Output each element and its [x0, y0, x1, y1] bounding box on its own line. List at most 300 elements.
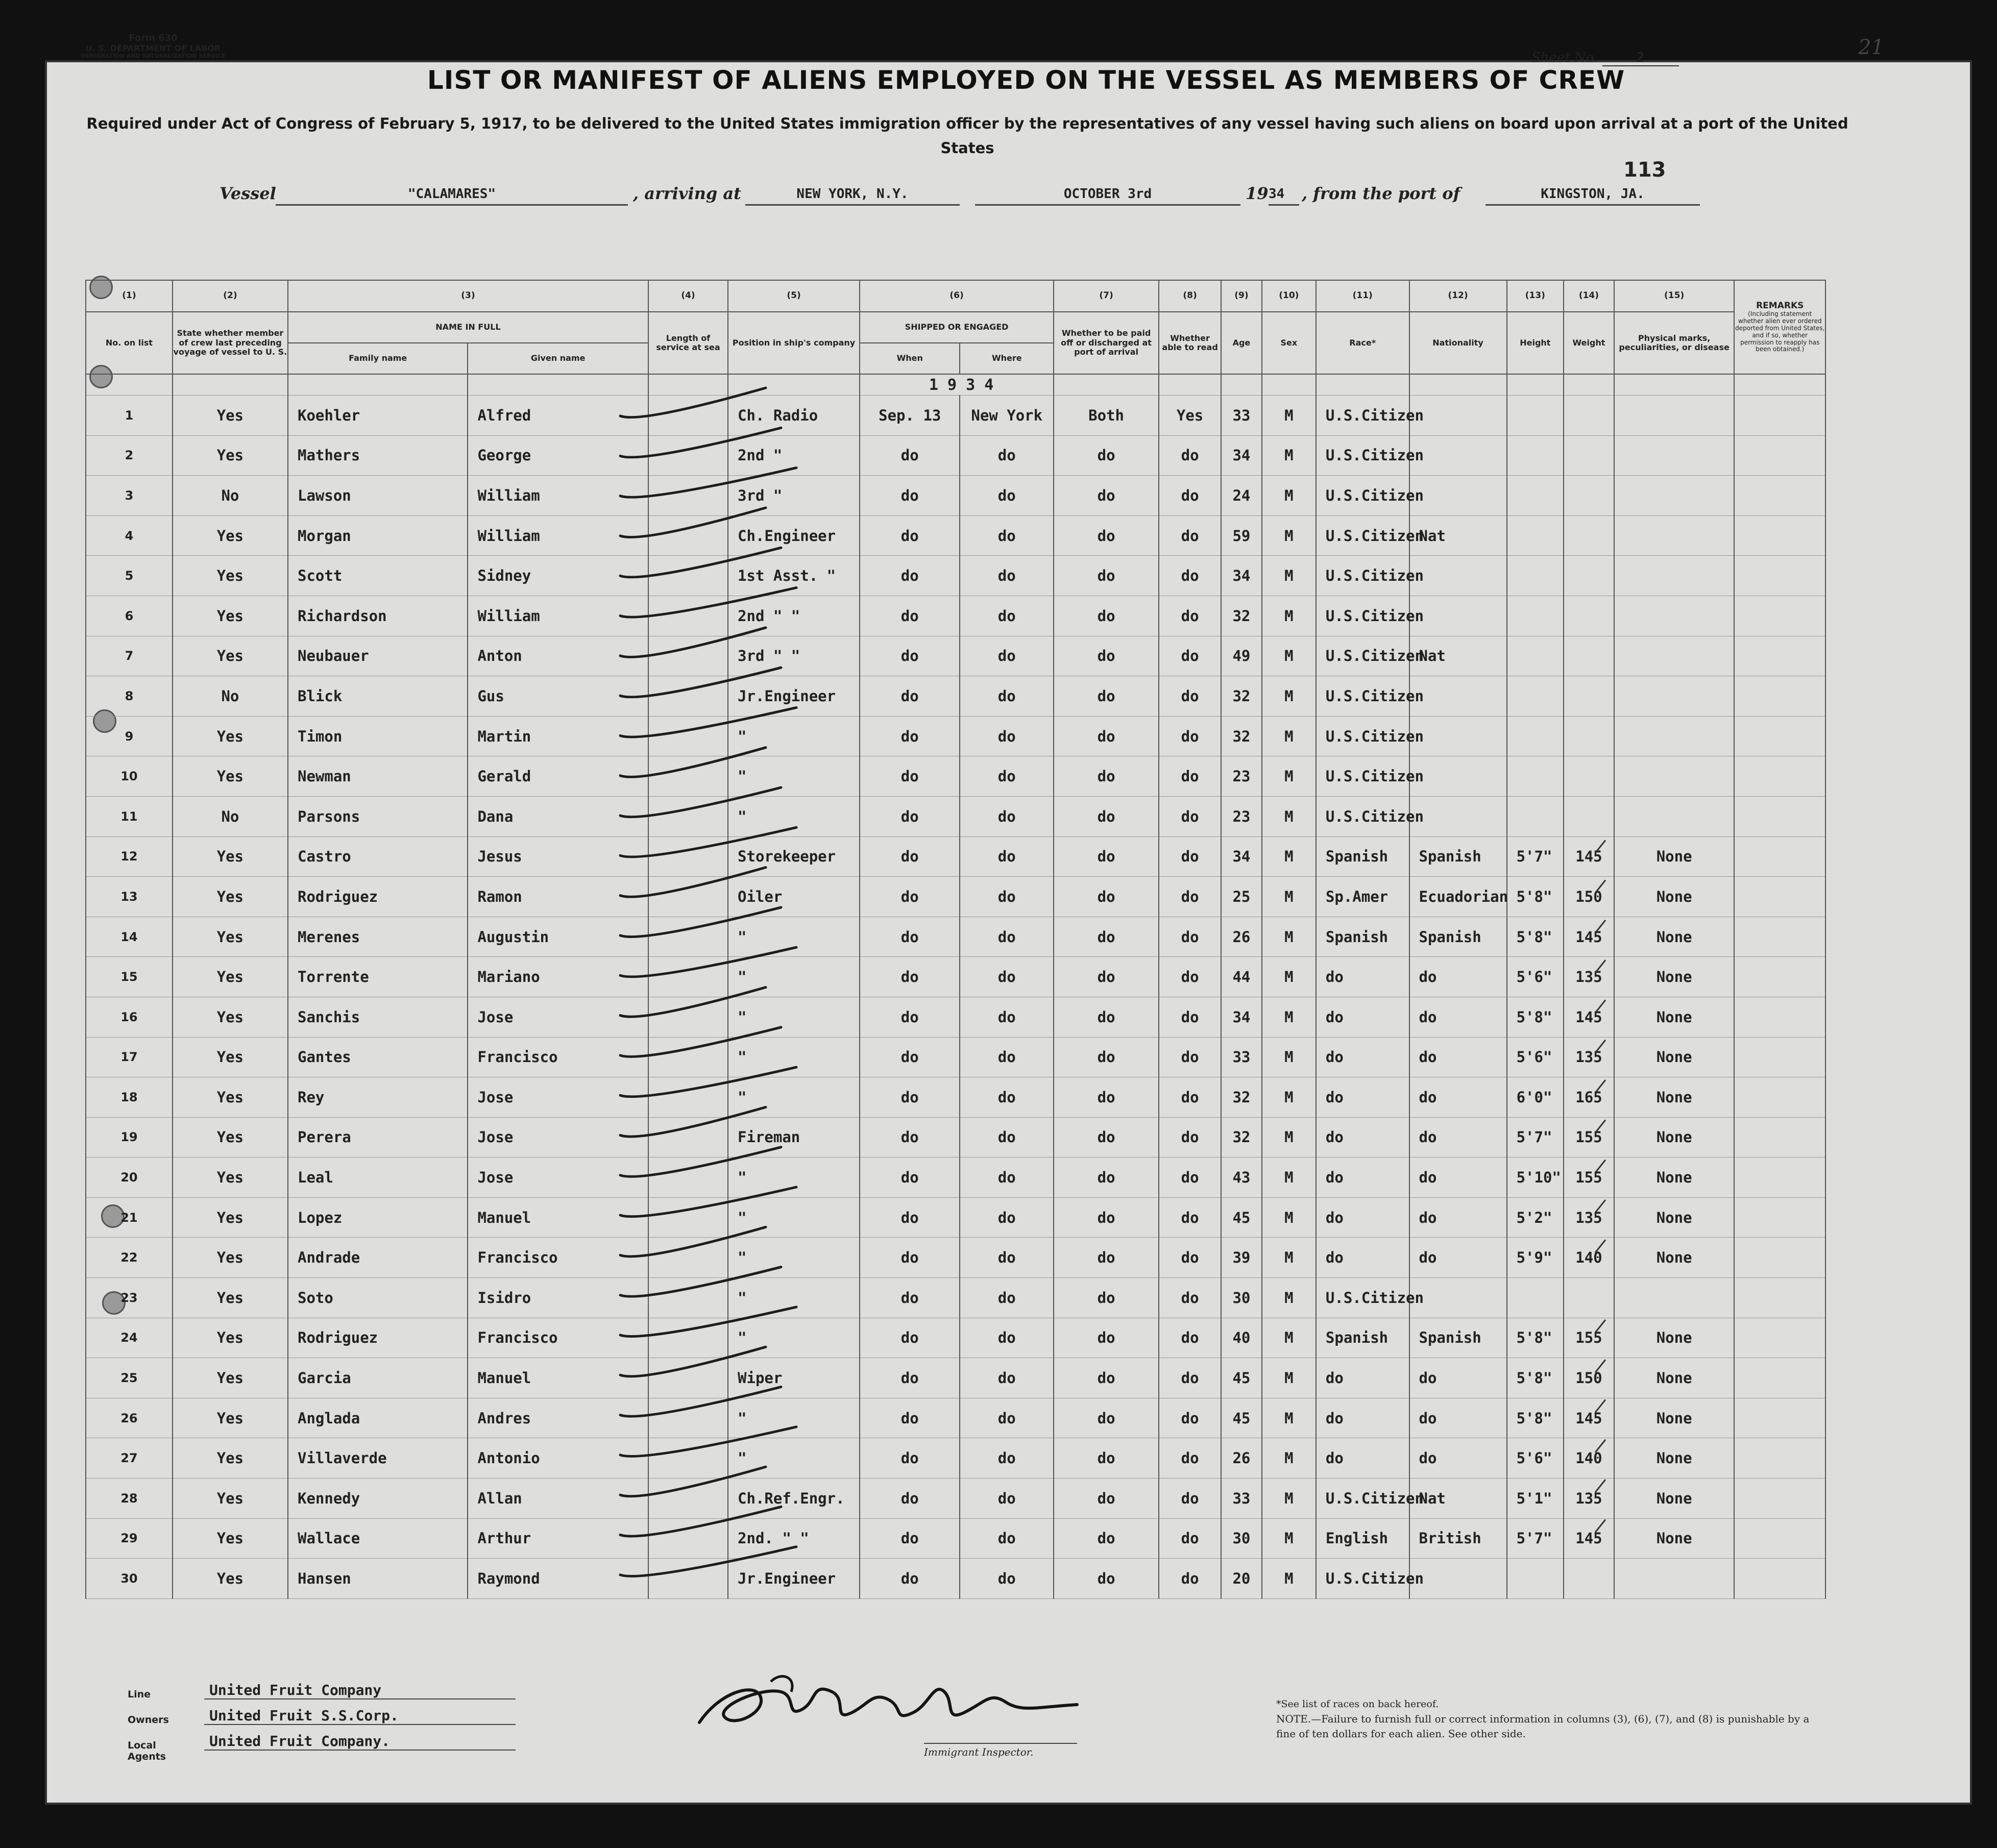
service-length-stroke	[620, 628, 766, 657]
cell-row-number: 3	[86, 476, 173, 516]
cell-sex: M	[1262, 515, 1316, 556]
service-length-stroke	[620, 1067, 796, 1097]
cell-nationality: do	[1409, 1398, 1507, 1438]
cell-race: U.S.Citizen	[1316, 1278, 1409, 1318]
cell-age: 44	[1221, 957, 1262, 997]
cell-age: 40	[1221, 1318, 1262, 1358]
cell-age: 23	[1221, 796, 1262, 836]
cell-previous-voyage: Yes	[173, 836, 288, 877]
cell-paid-off: do	[1054, 836, 1159, 877]
cell-paid-off: do	[1054, 1278, 1159, 1318]
cell-position: "	[728, 1398, 860, 1438]
cell-nationality: do	[1409, 997, 1507, 1037]
cell-family-name: Blick	[288, 676, 468, 717]
cell-family-name: Kennedy	[288, 1479, 468, 1519]
cell-sex: M	[1262, 1438, 1316, 1479]
cell-paid-off: do	[1054, 1559, 1159, 1599]
cell-position: "	[728, 1157, 860, 1198]
document-subtitle: Required under Act of Congress of February 5, 1917, to be delivered to the United States immigration officer by the representatives of any vessel having such aliens on board upon arrival at a port of the United States	[86, 115, 1848, 157]
service-length-stroke	[620, 1307, 796, 1337]
cell-family-name: Gantes	[288, 1037, 468, 1077]
page-number: 113	[1623, 158, 1666, 182]
cell-physical-marks: None	[1614, 1318, 1735, 1358]
cell-row-number: 24	[86, 1318, 173, 1358]
cell-able-to-read: do	[1159, 1197, 1221, 1238]
service-length-stroke	[620, 1267, 781, 1297]
cell-sex: M	[1262, 396, 1316, 436]
cell-age: 34	[1221, 556, 1262, 596]
cell-sex: M	[1262, 596, 1316, 636]
cell-shipped-where: do	[960, 957, 1054, 997]
cell-previous-voyage: No	[173, 676, 288, 717]
tick-mark-icon	[1595, 880, 1605, 893]
cell-physical-marks: None	[1614, 1157, 1735, 1198]
cell-previous-voyage: Yes	[173, 1077, 288, 1118]
cell-family-name: Sanchis	[288, 997, 468, 1037]
cell-shipped-where: do	[960, 1479, 1054, 1519]
cell-position: Ch.Engineer	[728, 515, 860, 556]
cell-family-name: Rodriguez	[288, 1318, 468, 1358]
cell-age: 26	[1221, 1438, 1262, 1479]
cell-sex: M	[1262, 1318, 1316, 1358]
cell-paid-off: do	[1054, 1518, 1159, 1559]
cell-age: 32	[1221, 1117, 1262, 1157]
cell-family-name: Rey	[288, 1077, 468, 1118]
cell-row-number: 2	[86, 435, 173, 476]
cell-position: Ch.Ref.Engr.	[728, 1479, 860, 1519]
cell-shipped-when: do	[860, 716, 960, 756]
cell-race: do	[1316, 1438, 1409, 1479]
cell-height: 5'6"	[1507, 1438, 1564, 1479]
cell-row-number: 29	[86, 1518, 173, 1559]
cell-sex: M	[1262, 756, 1316, 797]
cell-given-name: George	[468, 435, 648, 476]
cell-shipped-when: do	[860, 1479, 960, 1519]
cell-height: 5'6"	[1507, 1037, 1564, 1077]
cell-weight: 140	[1564, 1238, 1614, 1278]
cell-family-name: Castro	[288, 836, 468, 877]
cell-position: "	[728, 1278, 860, 1318]
cell-able-to-read: do	[1159, 1559, 1221, 1599]
cell-sex: M	[1262, 556, 1316, 596]
cell-able-to-read: do	[1159, 1318, 1221, 1358]
cell-row-number: 23	[86, 1278, 173, 1318]
service-length-stroke	[620, 1227, 766, 1256]
cell-able-to-read: do	[1159, 1117, 1221, 1157]
cell-given-name: Anton	[468, 636, 648, 676]
service-length-stroke	[620, 787, 781, 817]
cell-position: 1st Asst. "	[728, 556, 860, 596]
cell-row-number: 30	[86, 1559, 173, 1599]
cell-family-name: Newman	[288, 756, 468, 797]
service-length-stroke	[620, 1387, 781, 1417]
cell-family-name: Leal	[288, 1157, 468, 1198]
cell-row-number: 26	[86, 1398, 173, 1438]
cell-physical-marks: None	[1614, 877, 1735, 917]
cell-family-name: Wallace	[288, 1518, 468, 1559]
cell-age: 25	[1221, 877, 1262, 917]
cell-shipped-where: do	[960, 997, 1054, 1037]
cell-weight: 135	[1564, 1479, 1614, 1519]
cell-sex: M	[1262, 1197, 1316, 1238]
service-length-stroke	[620, 1427, 796, 1457]
cell-race: U.S.Citizen	[1316, 515, 1409, 556]
cell-previous-voyage: Yes	[173, 636, 288, 676]
cell-physical-marks: None	[1614, 836, 1735, 877]
cell-shipped-where: do	[960, 1157, 1054, 1198]
cell-shipped-when: do	[860, 1438, 960, 1479]
cell-able-to-read: do	[1159, 636, 1221, 676]
cell-sex: M	[1262, 1518, 1316, 1559]
cell-row-number: 17	[86, 1037, 173, 1077]
cell-able-to-read: do	[1159, 957, 1221, 997]
cell-family-name: Timon	[288, 716, 468, 756]
cell-able-to-read: do	[1159, 596, 1221, 636]
cell-given-name: Raymond	[468, 1559, 648, 1599]
cell-row-number: 18	[86, 1077, 173, 1118]
cell-previous-voyage: Yes	[173, 1157, 288, 1198]
cell-height: 5'10"	[1507, 1157, 1564, 1198]
cell-nationality: do	[1409, 1438, 1507, 1479]
cell-age: 33	[1221, 396, 1262, 436]
cell-shipped-where: do	[960, 1398, 1054, 1438]
cell-able-to-read: do	[1159, 756, 1221, 797]
cell-previous-voyage: Yes	[173, 596, 288, 636]
cell-given-name: William	[468, 476, 648, 516]
cell-position: 3rd " "	[728, 636, 860, 676]
cell-able-to-read: do	[1159, 476, 1221, 516]
cell-position: "	[728, 997, 860, 1037]
cell-sex: M	[1262, 636, 1316, 676]
cell-shipped-when: do	[860, 676, 960, 717]
cell-nationality: do	[1409, 1117, 1507, 1157]
cell-age: 32	[1221, 596, 1262, 636]
cell-able-to-read: do	[1159, 556, 1221, 596]
col-header-shipped: SHIPPED OR ENGAGED	[860, 312, 1054, 343]
cell-physical-marks: None	[1614, 917, 1735, 957]
cell-height: 6'0"	[1507, 1077, 1564, 1118]
cell-able-to-read: do	[1159, 1278, 1221, 1318]
cell-weight: 145	[1564, 1398, 1614, 1438]
cell-sex: M	[1262, 1398, 1316, 1438]
cell-position: "	[728, 1318, 860, 1358]
cell-height: 5'1"	[1507, 1479, 1564, 1519]
cell-position: "	[728, 1037, 860, 1077]
cell-row-number: 5	[86, 556, 173, 596]
cell-paid-off: do	[1054, 556, 1159, 596]
cell-nationality: Spanish	[1409, 1318, 1507, 1358]
cell-height: 5'7"	[1507, 1117, 1564, 1157]
cell-row-number: 1	[86, 396, 173, 436]
cell-nationality: do	[1409, 1238, 1507, 1278]
service-length-stroke	[620, 548, 781, 577]
service-length-stroke	[620, 1507, 781, 1536]
cell-shipped-where: do	[960, 1037, 1054, 1077]
cell-position: "	[728, 1438, 860, 1479]
service-length-stroke	[620, 428, 781, 457]
cell-shipped-when: do	[860, 515, 960, 556]
cell-race: U.S.Citizen	[1316, 756, 1409, 797]
cell-previous-voyage: Yes	[173, 1358, 288, 1398]
cell-height: 5'8"	[1507, 1318, 1564, 1358]
cell-sex: M	[1262, 957, 1316, 997]
cell-nationality: Spanish	[1409, 836, 1507, 877]
cell-previous-voyage: Yes	[173, 396, 288, 436]
cell-shipped-where: do	[960, 836, 1054, 877]
cell-paid-off: do	[1054, 1358, 1159, 1398]
cell-previous-voyage: Yes	[173, 1398, 288, 1438]
cell-sex: M	[1262, 1157, 1316, 1198]
cell-weight: 145	[1564, 917, 1614, 957]
cell-previous-voyage: Yes	[173, 1117, 288, 1157]
cell-paid-off: do	[1054, 1479, 1159, 1519]
sheet-number-value: 2	[1602, 50, 1679, 66]
cell-age: 43	[1221, 1157, 1262, 1198]
col-header-list-number: No. on list	[86, 312, 173, 374]
cell-shipped-where: do	[960, 917, 1054, 957]
cell-row-number: 28	[86, 1479, 173, 1519]
cell-race: U.S.Citizen	[1316, 1559, 1409, 1599]
cell-shipped-where: do	[960, 1238, 1054, 1278]
cell-shipped-when: do	[860, 796, 960, 836]
tick-mark-icon	[1595, 1000, 1605, 1013]
col-header-num: (10)	[1262, 280, 1316, 312]
cell-shipped-when: do	[860, 1318, 960, 1358]
cell-previous-voyage: Yes	[173, 756, 288, 797]
cell-shipped-where: New York	[960, 396, 1054, 436]
cell-shipped-where: do	[960, 596, 1054, 636]
year-suffix: 34	[1269, 184, 1299, 206]
col-header-able-to-read: Whether able to read	[1159, 312, 1221, 374]
cell-shipped-where: do	[960, 676, 1054, 717]
cell-age: 26	[1221, 917, 1262, 957]
cell-position: 2nd " "	[728, 596, 860, 636]
cell-age: 59	[1221, 515, 1262, 556]
cell-given-name: Allan	[468, 1479, 648, 1519]
cell-weight: 150	[1564, 1358, 1614, 1398]
cell-physical-marks: None	[1614, 997, 1735, 1037]
document-title: LIST OR MANIFEST OF ALIENS EMPLOYED ON THE VESSEL AS MEMBERS OF CREW	[427, 65, 1625, 95]
col-header-where: Where	[960, 343, 1054, 374]
cell-shipped-where: do	[960, 1318, 1054, 1358]
cell-race: U.S.Citizen	[1316, 556, 1409, 596]
cell-weight: 145	[1564, 1518, 1614, 1559]
cell-row-number: 27	[86, 1438, 173, 1479]
cell-family-name: Morgan	[288, 515, 468, 556]
cell-weight: 145	[1564, 836, 1614, 877]
cell-family-name: Rodriguez	[288, 877, 468, 917]
cell-given-name: Manuel	[468, 1197, 648, 1238]
cell-age: 34	[1221, 836, 1262, 877]
service-length-stroke	[620, 827, 796, 857]
col-header-num: (14)	[1564, 280, 1614, 312]
cell-weight: 165	[1564, 1077, 1614, 1118]
department-name: U. S. DEPARTMENT OF LABOR	[85, 43, 221, 53]
cell-shipped-where: do	[960, 515, 1054, 556]
cell-able-to-read: do	[1159, 1398, 1221, 1438]
cell-shipped-where: do	[960, 556, 1054, 596]
corner-handwritten-mark: 21	[1858, 36, 1884, 59]
cell-row-number: 21	[86, 1197, 173, 1238]
agents-value: United Fruit Company.	[204, 1733, 516, 1751]
cell-row-number: 6	[86, 596, 173, 636]
tick-mark-icon	[1595, 1240, 1605, 1252]
cell-shipped-where: do	[960, 716, 1054, 756]
cell-row-number: 4	[86, 515, 173, 556]
cell-race: U.S.Citizen	[1316, 796, 1409, 836]
col-header-age: Age	[1221, 312, 1262, 374]
cell-race: do	[1316, 1117, 1409, 1157]
cell-shipped-when: do	[860, 596, 960, 636]
cell-age: 30	[1221, 1278, 1262, 1318]
cell-physical-marks: None	[1614, 1398, 1735, 1438]
cell-position: Wiper	[728, 1358, 860, 1398]
cell-height: 5'8"	[1507, 1358, 1564, 1398]
cell-given-name: Martin	[468, 716, 648, 756]
cell-sex: M	[1262, 877, 1316, 917]
cell-previous-voyage: Yes	[173, 1559, 288, 1599]
cell-shipped-when: do	[860, 1559, 960, 1599]
cell-row-number: 7	[86, 636, 173, 676]
cell-physical-marks: None	[1614, 1358, 1735, 1398]
cell-shipped-when: do	[860, 636, 960, 676]
cell-paid-off: do	[1054, 917, 1159, 957]
cell-given-name: Arthur	[468, 1518, 648, 1559]
cell-able-to-read: do	[1159, 676, 1221, 717]
cell-row-number: 14	[86, 917, 173, 957]
agents-label: Local Agents	[128, 1740, 166, 1762]
cell-previous-voyage: Yes	[173, 877, 288, 917]
cell-given-name: Jose	[468, 1157, 648, 1198]
cell-family-name: Torrente	[288, 957, 468, 997]
cell-family-name: Andrade	[288, 1238, 468, 1278]
cell-shipped-when: do	[860, 1518, 960, 1559]
service-length-stroke	[620, 508, 766, 537]
cell-physical-marks: None	[1614, 1197, 1735, 1238]
cell-family-name: Lopez	[288, 1197, 468, 1238]
cell-position: "	[728, 1197, 860, 1238]
cell-race: U.S.Citizen	[1316, 435, 1409, 476]
cell-shipped-where: do	[960, 476, 1054, 516]
cell-able-to-read: do	[1159, 1518, 1221, 1559]
cell-position: "	[728, 796, 860, 836]
cell-age: 32	[1221, 676, 1262, 717]
tick-mark-icon	[1595, 1160, 1605, 1173]
cell-able-to-read: do	[1159, 1438, 1221, 1479]
col-header-sex: Sex	[1262, 312, 1316, 374]
cell-able-to-read: do	[1159, 716, 1221, 756]
cell-age: 30	[1221, 1518, 1262, 1559]
cell-family-name: Scott	[288, 556, 468, 596]
cell-paid-off: do	[1054, 435, 1159, 476]
cell-sex: M	[1262, 836, 1316, 877]
cell-previous-voyage: Yes	[173, 1318, 288, 1358]
cell-age: 33	[1221, 1037, 1262, 1077]
cell-family-name: Neubauer	[288, 636, 468, 676]
cell-race: Spanish	[1316, 917, 1409, 957]
cell-able-to-read: do	[1159, 877, 1221, 917]
owners-value: United Fruit S.S.Corp.	[204, 1707, 516, 1725]
cell-sex: M	[1262, 1077, 1316, 1118]
cell-age: 49	[1221, 636, 1262, 676]
cell-position: Fireman	[728, 1117, 860, 1157]
cell-able-to-read: do	[1159, 917, 1221, 957]
cell-race: do	[1316, 957, 1409, 997]
remarks-instructions: (Including statement whether alien ever ordered deported from United States, and if so, whether permission to reapply has been obtained.)	[1735, 310, 1825, 353]
cell-previous-voyage: Yes	[173, 515, 288, 556]
shipped-year: 1 9 3 4	[860, 374, 1054, 396]
service-length-stroke	[620, 707, 796, 737]
col-header-race: Race*	[1316, 312, 1409, 374]
cell-given-name: Manuel	[468, 1358, 648, 1398]
cell-position: 2nd "	[728, 435, 860, 476]
cell-age: 45	[1221, 1398, 1262, 1438]
cell-race: U.S.Citizen	[1316, 676, 1409, 717]
col-header-position: Position in ship's company	[728, 312, 860, 374]
tick-mark-icon	[1595, 1360, 1605, 1372]
cell-able-to-read: do	[1159, 435, 1221, 476]
cell-physical-marks: None	[1614, 1037, 1735, 1077]
from-port-label: , from the port of	[1302, 184, 1460, 203]
cell-previous-voyage: Yes	[173, 957, 288, 997]
cell-paid-off: do	[1054, 515, 1159, 556]
cell-family-name: Parsons	[288, 796, 468, 836]
arriving-label: , arriving at	[633, 184, 741, 203]
col-header-previous-voyage: State whether member of crew last preceding voyage of vessel to U. S.	[173, 312, 288, 374]
cell-height: 5'2"	[1507, 1197, 1564, 1238]
cell-shipped-when: do	[860, 1117, 960, 1157]
service-name: IMMIGRATION AND NATURALIZATION SERVICE	[81, 53, 226, 60]
tick-mark-icon	[1595, 920, 1605, 933]
cell-race: U.S.Citizen	[1316, 1479, 1409, 1519]
cell-shipped-where: do	[960, 1117, 1054, 1157]
cell-given-name: Gerald	[468, 756, 648, 797]
tick-mark-icon	[1595, 1400, 1605, 1413]
cell-paid-off: do	[1054, 476, 1159, 516]
cell-physical-marks: None	[1614, 1117, 1735, 1157]
cell-physical-marks: None	[1614, 957, 1735, 997]
cell-paid-off: do	[1054, 997, 1159, 1037]
cell-shipped-where: do	[960, 1077, 1054, 1118]
cell-shipped-when: do	[860, 476, 960, 516]
cell-shipped-when: do	[860, 756, 960, 797]
cell-position: Storekeeper	[728, 836, 860, 877]
cell-row-number: 8	[86, 676, 173, 717]
cell-race: do	[1316, 1077, 1409, 1118]
cell-race: English	[1316, 1518, 1409, 1559]
sheet-number-label: Sheet No.	[1531, 50, 1598, 65]
cell-shipped-when: do	[860, 1037, 960, 1077]
cell-given-name: Dana	[468, 796, 648, 836]
service-length-stroke	[620, 588, 796, 618]
cell-paid-off: do	[1054, 1077, 1159, 1118]
tick-mark-icon	[1595, 1120, 1605, 1132]
note-races: *See list of races on back hereof.	[1276, 1698, 1439, 1710]
cell-paid-off: do	[1054, 1438, 1159, 1479]
cell-race: Spanish	[1316, 1318, 1409, 1358]
col-header-num: (9)	[1221, 280, 1262, 312]
cell-shipped-when: do	[860, 997, 960, 1037]
cell-able-to-read: do	[1159, 1358, 1221, 1398]
cell-age: 39	[1221, 1238, 1262, 1278]
col-header-given-name: Given name	[468, 343, 648, 374]
cell-able-to-read: do	[1159, 1037, 1221, 1077]
cell-shipped-when: do	[860, 1238, 960, 1278]
cell-race: do	[1316, 1157, 1409, 1198]
cell-family-name: Mathers	[288, 435, 468, 476]
cell-able-to-read: do	[1159, 1157, 1221, 1198]
cell-shipped-when: do	[860, 1077, 960, 1118]
